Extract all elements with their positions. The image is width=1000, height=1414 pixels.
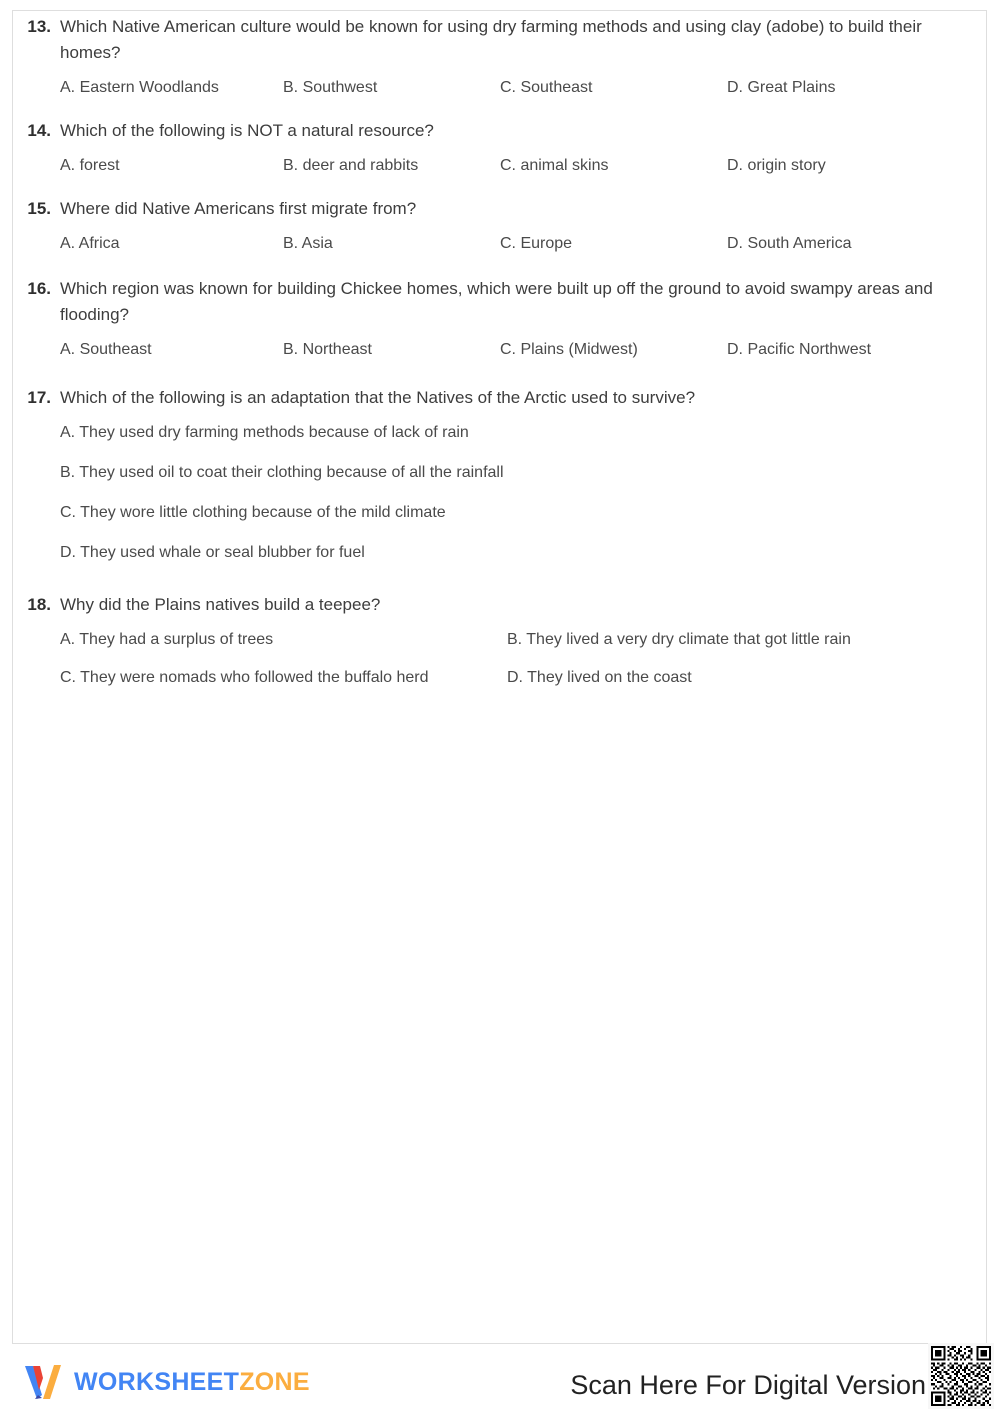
qr-code-icon: [931, 1346, 991, 1406]
answer-options: [60, 233, 987, 255]
brand-wordmark: [74, 1368, 310, 1397]
question-text: Which Native American culture would be known for using dry farming methods and using clay (adobe) to build their homes?: [60, 17, 922, 62]
answer-option-a[interactable]: A. They used dry farming methods because of lack of rain: [60, 424, 469, 441]
answer-row: [60, 667, 987, 689]
question-number: 13.: [27, 17, 51, 36]
answer-option-b[interactable]: B. They lived a very dry climate that got little rain: [507, 631, 851, 648]
answer-options: [60, 155, 987, 177]
answer-option-a[interactable]: A. Southeast: [60, 341, 152, 358]
question-text: Which of the following is an adaptation that the Natives of the Arctic used to survive?: [60, 388, 696, 407]
qr-code[interactable]: [928, 1343, 994, 1409]
answer-option-b[interactable]: B. Southwest: [283, 79, 378, 96]
answer-option-b[interactable]: B. Asia: [283, 235, 333, 252]
question-block-14: [13, 118, 987, 177]
answer-option-c[interactable]: C. Europe: [500, 235, 573, 252]
answer-option-a[interactable]: A. Africa: [60, 235, 120, 252]
answer-option-d[interactable]: D. Pacific Northwest: [727, 341, 872, 358]
question-number: 18.: [27, 595, 51, 614]
answer-option-c[interactable]: C. animal skins: [500, 157, 609, 174]
worksheet-zone-logo[interactable]: [22, 1362, 310, 1402]
worksheet-zone-v-mark-icon: [22, 1362, 64, 1402]
answer-options: [60, 422, 987, 564]
answer-option-c[interactable]: C. They were nomads who followed the buffalo herd: [60, 669, 429, 686]
answer-option-d[interactable]: D. Great Plains: [727, 79, 836, 96]
answer-option-d[interactable]: D. They lived on the coast: [507, 669, 692, 686]
scan-here-label: Scan Here For Digital Version: [570, 1370, 926, 1400]
answer-option-d[interactable]: D. origin story: [727, 157, 826, 174]
question-text: Which of the following is NOT a natural resource?: [60, 121, 434, 140]
answer-option-a[interactable]: A. They had a surplus of trees: [60, 631, 274, 648]
question-number: 15.: [27, 199, 51, 218]
answer-options: [60, 629, 987, 689]
answer-option-d[interactable]: D. South America: [727, 235, 852, 252]
brand-text-worksheet: WORKSHEET: [74, 1367, 240, 1396]
question-number: 16.: [27, 279, 51, 298]
answer-row: [60, 629, 987, 651]
answer-option-b[interactable]: B. deer and rabbits: [283, 157, 419, 174]
question-block-16: [13, 276, 987, 361]
question-text: Where did Native Americans first migrate from?: [60, 199, 417, 218]
answer-option-c[interactable]: C. Southeast: [500, 79, 593, 96]
answer-option-b[interactable]: B. They used oil to coat their clothing because of all the rainfall: [60, 464, 504, 481]
question-block-13: [13, 14, 987, 99]
question-text: Why did the Plains natives build a teepee?: [60, 595, 381, 614]
question-block-17: [13, 385, 987, 564]
answer-option-a[interactable]: A. forest: [60, 157, 120, 174]
question-number: 14.: [27, 121, 51, 140]
answer-option-d[interactable]: D. They used whale or seal blubber for fuel: [60, 544, 365, 561]
page-footer: [0, 1356, 1000, 1414]
answer-option-b[interactable]: B. Northeast: [283, 341, 372, 358]
question-block-18: [13, 592, 987, 689]
answer-options: [60, 77, 987, 99]
question-number: 17.: [27, 388, 51, 407]
answer-option-c[interactable]: C. They wore little clothing because of the mild climate: [60, 504, 446, 521]
brand-text-zone: ZONE: [239, 1367, 310, 1396]
questions-container: [13, 14, 987, 689]
question-block-15: [13, 196, 987, 255]
answer-option-a[interactable]: A. Eastern Woodlands: [60, 79, 219, 96]
answer-options: [60, 339, 987, 361]
answer-option-c[interactable]: C. Plains (Midwest): [500, 341, 638, 358]
question-text: Which region was known for building Chickee homes, which were built up off the ground to avoid swampy areas and flooding?: [60, 279, 933, 324]
